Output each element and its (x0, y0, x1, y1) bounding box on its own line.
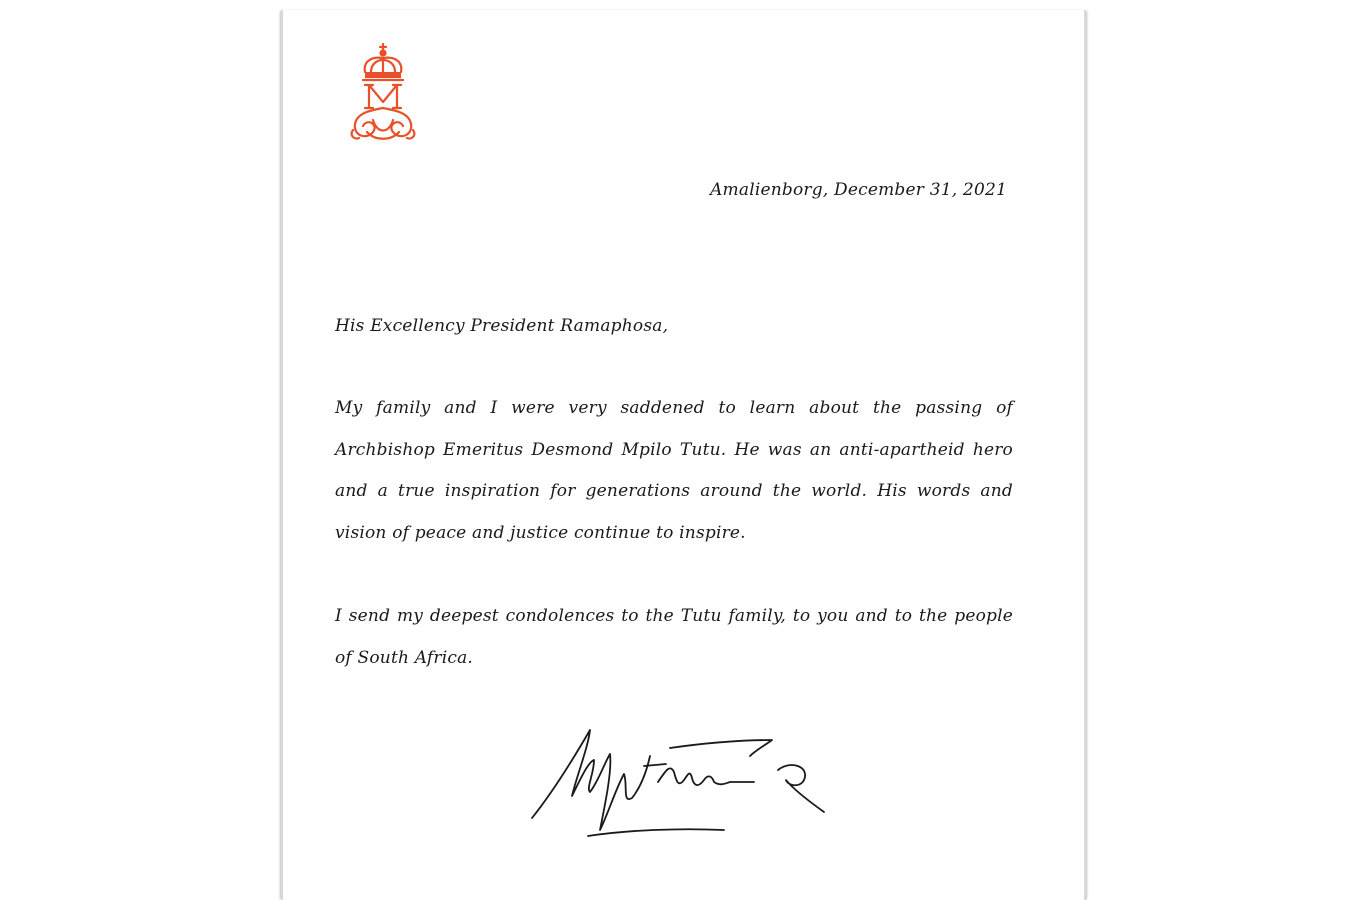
signature-icon (528, 718, 828, 843)
letter-salutation: His Excellency President Ramaphosa, (335, 316, 669, 336)
letter-page (281, 10, 1086, 900)
letter-paragraph: My family and I were very saddened to learn about the passing of Archbishop Emeritus Desmond Mpilo Tutu. He was an anti-apartheid hero and a true inspiration for generations around the world. His words and vision of peace and justice continue to inspire. (335, 398, 1013, 543)
letter-date: Amalienborg, December 31, 2021 (710, 180, 1007, 200)
letter-paragraph: I send my deepest condolences to the Tutu family, to you and to the people of South Africa. (335, 606, 1013, 668)
royal-monogram-icon (343, 42, 423, 142)
